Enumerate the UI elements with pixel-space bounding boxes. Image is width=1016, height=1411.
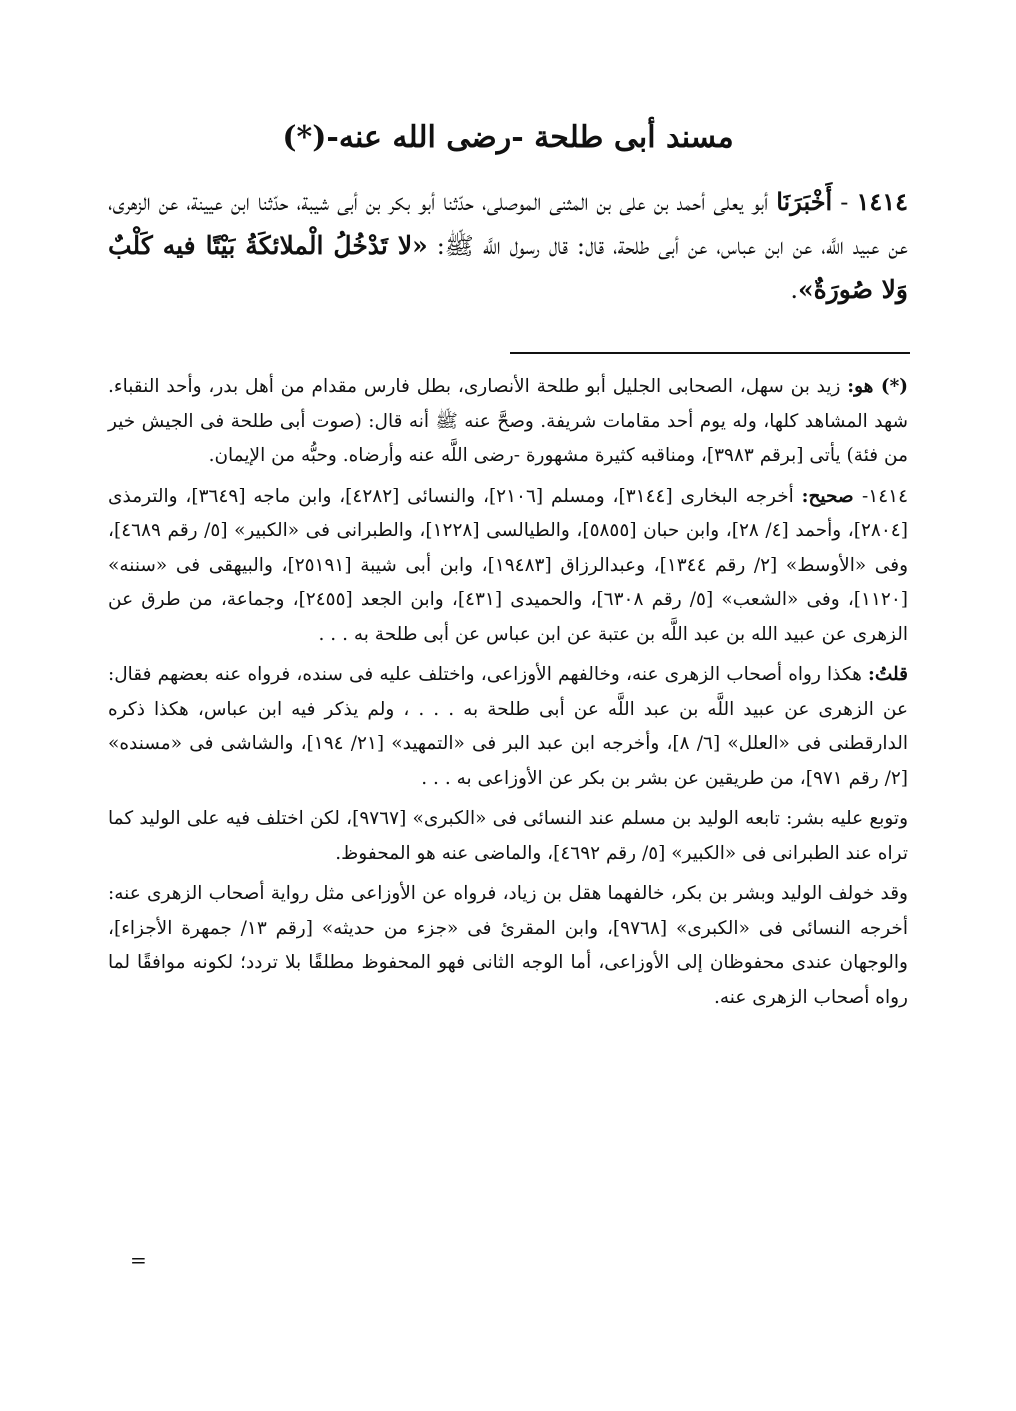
- continuation-mark: =: [130, 1248, 147, 1272]
- note-takhrij-text: أخرجه البخارى [٣١٤٤]، ومسلم [٢١٠٦]، والنسائى [٤٢٨٢]، وابن ماجه [٣٦٤٩]، والترمذى [٢٨٠٤]، وأحمد [٤/ ٢٨]، وابن حبان [٥٨٥٥]، والطيالسى [١٢٢٨]، والطبرانى فى «الكبير» [٥/ رقم ٤٦٨٩]، وفى «الأوسط» [٢/ رقم ١٣٤٤]، وعبدالرزاق [١٩٤٨٣]، وابن أبى شيبة [٢٥١٩١]، والبيهقى فى «سننه» [١١٢٠]، وفى «الشعب» [٥/ رقم ٦٣٠٨]، والحميدى [٤٣١]، وابن الجعد [٢٤٥٥]، وجماعة، من طرق عن الزهرى عن عبيد الله بن عبد اللَّه بن عتبة عن ابن عباس عن أبى طلحة به . . .: [108, 485, 909, 645]
- note-biography-text: زيد بن سهل، الصحابى الجليل أبو طلحة الأنصارى، بطل فارس مقدام من أهل بدر، وأحد النقباء. شهد المشاهد كلها، وله يوم أحد مقامات شريفة. وصحَّ عنه ﷺ أنه قال: (صوت أبى طلحة فى الجيش خير من فئة) يأتى [برقم ٣٩٨٣]، ومناقبه كثيرة مشهورة -رضى اللَّه عنه وأرضاه. وحبُّه من الإيمان.: [108, 376, 908, 466]
- hadith-end: .: [790, 276, 799, 304]
- hadith-text: [108, 180, 908, 312]
- note-takhrij-number: ١٤١٤-: [862, 485, 909, 507]
- hadith-matn: «لا تَدْخُلُ الْملائكَةُ بَيْتًا فيه كَلْبٌ وَلا صُورَةٌ»: [108, 231, 908, 304]
- footnote-separator: [510, 352, 910, 354]
- page-title: مسند أبى طلحة -رضى الله عنه-(*): [282, 120, 734, 155]
- hadith-akhbarana: أَخْبَرَنَا: [776, 187, 833, 216]
- footnotes: [108, 370, 908, 1021]
- note-takhrij-label: صحيح:: [801, 485, 862, 507]
- note-qultu-label: قلتُ:: [868, 664, 908, 685]
- hadith-dash: -: [832, 188, 857, 216]
- note-qultu: [108, 658, 908, 796]
- note-qultu-text: هكذا رواه أصحاب الزهرى عنه، وخالفهم الأوزاعى، واختلف عليه فى سنده، فرواه عنه بعضهم فقال: عن الزهرى عن عبيد اللَّه بن عبد اللَّه عن أبى طلحة به . . . ، ولم يذكر فيه ابن عباس، هكذا ذكره الدارقطنى فى «العلل» [٦/ ٨]، وأخرجه ابن عبد البر فى «التمهيد» [٢١/ ١٩٤]، والشاشى فى «مسنده» [٢/ رقم ٩٧١]، من طريقين عن بشر بن بكر عن الأوزاعى به . . .: [108, 664, 909, 789]
- note-tubi: وتوبع عليه بشر: تابعه الوليد بن مسلم عند النسائى فى «الكبرى» [٩٧٦٧]، لكن اختلف فيه على الوليد كما تراه عند الطبرانى فى «الكبير» [٥/ رقم ٤٦٩٢]، والماضى عنه هو المحفوظ.: [108, 808, 909, 864]
- note-khulif: وقد خولف الوليد وبشر بن بكر، خالفهما هقل بن زياد، فرواه عن الأوزاعى مثل رواية أصحاب الزهرى عنه: أخرجه النسائى فى «الكبرى» [٩٧٦٨]، وابن المقرئ فى «جزء من حديثه» [رقم ١٣/ جمهرة الأجزاء]، والوجهان عندى محفوظان إلى الأوزاعى، أما الوجه الثانى فهو المحفوظ مطلقًا بلا تردد؛ لكونه موافقًا لما رواه أصحاب الزهرى عنه.: [108, 883, 908, 1008]
- hadith-number: ١٤١٤: [856, 187, 908, 216]
- note-takhrij: [108, 480, 908, 653]
- hadith-isnad: أبو يعلى أحمد بن على بن المثنى الموصلى، حدّثنا أبو بكر بن أبى شيبة، حدّثنا ابن عيينة، عن الزهرى، عن عبيد اللَّه، عن ابن عباس، عن أبى طلحة، قال: قال رسول اللَّه ﷺ:: [108, 188, 908, 260]
- note-biography: [108, 370, 908, 474]
- note-biography-label: (*) هو:: [847, 376, 908, 397]
